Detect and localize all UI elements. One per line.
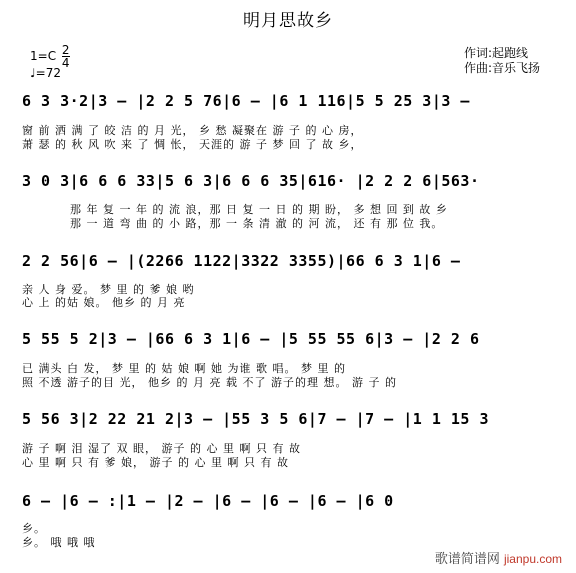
system-4-notes: 5 55 5 2|3 – |66 6 3 1|6 – |5 55 55 6|3 – |2 2 6	[22, 330, 480, 348]
time-numerator: 2	[61, 43, 70, 57]
system-3-lyrics-verse2: 心 上 的姑 娘。 他乡 的 月 亮	[22, 296, 186, 309]
system-6-notes: 6 – |6 – :|1 – |2 – |6 – |6 – |6 – |6 0	[22, 492, 394, 510]
system-1-lyrics-verse1: 窗 前 洒 满 了 皎 洁 的 月 光， 乡 愁 凝聚在 游 子 的 心 房，	[22, 124, 363, 137]
system-6-lyrics-verse2: 乡。 哦 哦 哦	[22, 536, 96, 549]
system-2-lyrics-verse2: 那 一 道 弯 曲 的 小 路，那 一 条 清 澈 的 河 流， 还 有 那 位 我。	[70, 217, 444, 230]
system-3-notes: 2 2 56|6 – |(2266 1122|3322 3355)|66 6 3 1|6 –	[22, 252, 461, 270]
time-denominator: 4	[61, 56, 70, 70]
tempo-marking: ♩=72	[30, 66, 61, 80]
system-6-lyrics-verse1: 乡。	[22, 522, 46, 535]
system-4-lyrics-verse1: 已 满头 白 发， 梦 里 的 姑 娘 啊 她 为谁 歌 唱。 梦 里 的	[22, 362, 346, 375]
time-signature	[62, 44, 70, 69]
system-1-notes: 6 3 3·2|3 – |2 2 5 76|6 – |6 1 116|5 5 25 3|3 –	[22, 92, 470, 110]
system-2-lyrics-verse1: 那 年 复 一 年 的 流 浪，那 日 复 一 日 的 期 盼， 多 想 回 到 故 乡	[70, 203, 448, 216]
system-2-notes: 3 0 3|6 6 6 33|5 6 3|6 6 6 35|616· |2 2 2 6|563·	[22, 172, 480, 190]
song-title: 明月思故乡	[243, 11, 333, 31]
system-5-lyrics-verse2: 心 里 啊 只 有 爹 娘， 游子 的 心 里 啊 只 有 故	[22, 456, 289, 469]
key-label: 1=C	[30, 49, 57, 63]
system-3-lyrics-verse1: 亲 人 身 爱。 梦 里 的 爹 娘 哟	[22, 283, 195, 296]
composer-credit: 作曲:音乐飞扬	[464, 61, 541, 75]
site-watermark	[435, 548, 562, 567]
lyricist-credit: 作词:起跑线	[464, 46, 529, 60]
system-4-lyrics-verse2: 照 不透 游子的目 光， 他乡 的 月 亮 载 不了 游子的理 想。 游 子 的	[22, 376, 397, 389]
system-5-notes: 5 56 3|2 22 21 2|3 – |55 3 5 6|7 – |7 – |1 1 15 3	[22, 410, 490, 428]
watermark-cn: 歌谱简谱网	[434, 552, 500, 567]
system-5-lyrics-verse1: 游 子 啊 泪 湿了 双 眼， 游子 的 心 里 啊 只 有 故	[22, 442, 301, 455]
watermark-en: jianpu.com	[503, 552, 562, 566]
system-1-lyrics-verse2: 萧 瑟 的 秋 风 吹 来 了 惆 怅， 天涯的 游 子 梦 回 了 故 乡，	[22, 138, 363, 151]
